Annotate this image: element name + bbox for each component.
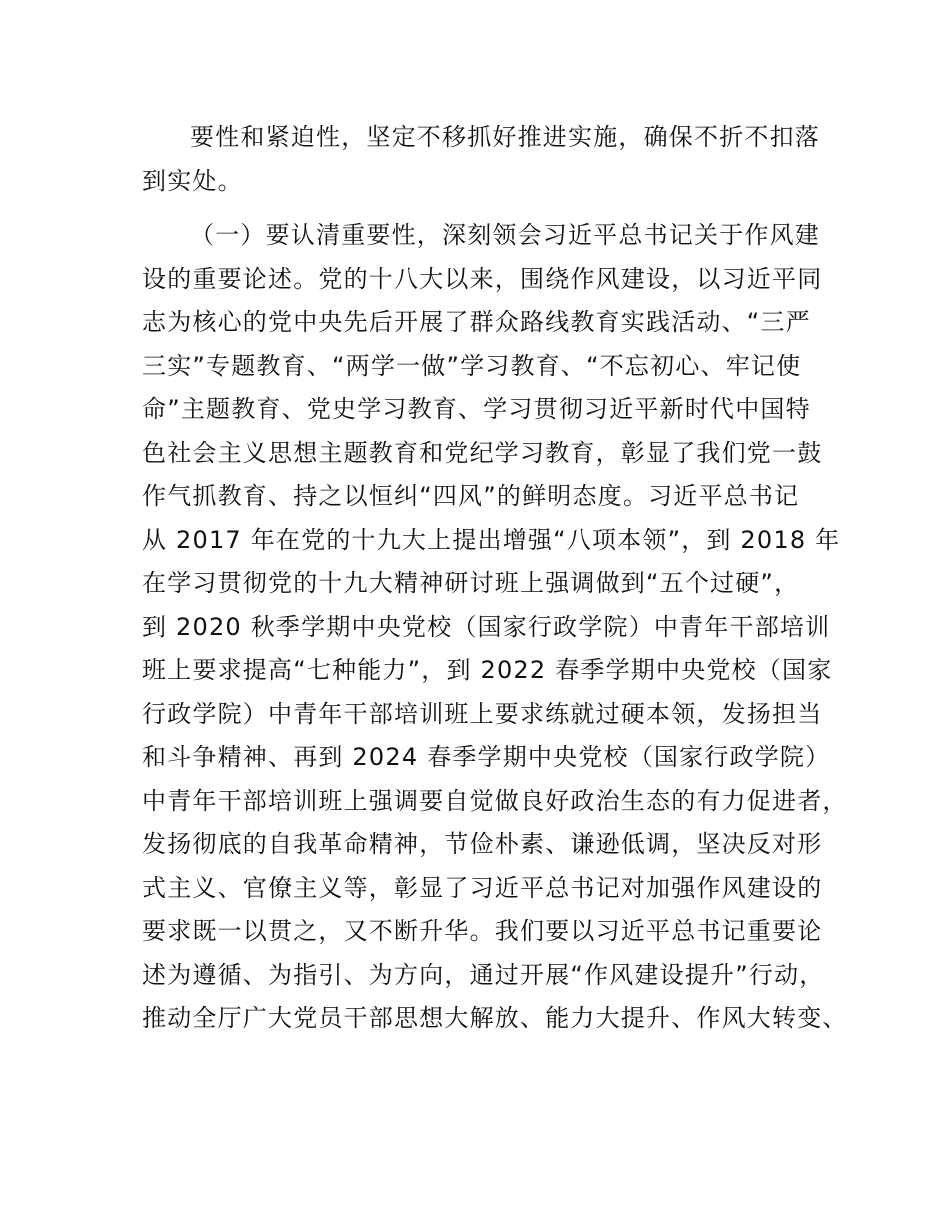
text-line: 述为遵循、为指引、为方向，通过开展“作风建设提升”行动， [142,960,825,989]
text-line: 中青年干部培训班上强调要自觉做良好政治生态的有力促进者， [142,786,848,815]
text-line: 要求既一以贯之，又不断升华。我们要以习近平总书记重要论 [142,917,823,945]
text-line: 行政学院）中青年干部培训班上要求练就过硬本领，发扬担当 [142,699,823,728]
text-line: 志为核心的党中央先后开展了群众路线教育实践活动、“三严 [142,308,811,336]
text-line: 设的重要论述。党的十八大以来，围绕作风建设，以习近平同 [142,264,823,293]
text-line: 式主义、官僚主义等，彰显了习近平总书记对加强作风建设的 [142,873,823,902]
text-line: 在学习贯彻党的十九大精神研讨班上强调做到“五个过硬”， [142,569,800,597]
text-line: 三实”专题教育、“两学一做”学习教育、“不忘初心、牢记使 [142,351,802,380]
text-line: 要性和紧迫性，坚定不移抓好推进实施，确保不折不扣落 [190,123,820,151]
text-line: 作气抓教育、持之以恒纠“四风”的鲜明态度。习近平总书记 [142,482,800,510]
text-line: 从 2017 年在党的十九大上提出增强“八项本领”，到 2018 年 [142,525,841,554]
text-line: 色社会主义思想主题教育和党纪学习教育，彰显了我们党一鼓 [142,438,823,467]
text-line: 到 2020 秋季学期中央党校（国家行政学院）中青年干部培训 [142,612,831,641]
text-line: 和斗争精神、再到 2024 春季学期中央党校（国家行政学院） [142,743,831,771]
text-line: 推动全厅广大党员干部思想大解放、能力大提升、作风大转变、 [142,1004,848,1032]
section-heading-line: （一）要认清重要性，深刻领会习近平总书记关于作风建 [190,221,820,249]
text-line: 发扬彻底的自我革命精神，节俭朴素、谦逊低调，坚决反对形 [142,830,823,858]
paragraph-section-one [142,214,848,1041]
text-line: 命”主题教育、党史学习教育、学习贯彻习近平新时代中国特 [142,395,811,423]
text-line: 到实处。 [142,166,243,195]
text-line: 班上要求提高“七种能力”，到 2022 春季学期中央党校（国家 [142,656,833,684]
paragraph-continuation [142,116,842,203]
